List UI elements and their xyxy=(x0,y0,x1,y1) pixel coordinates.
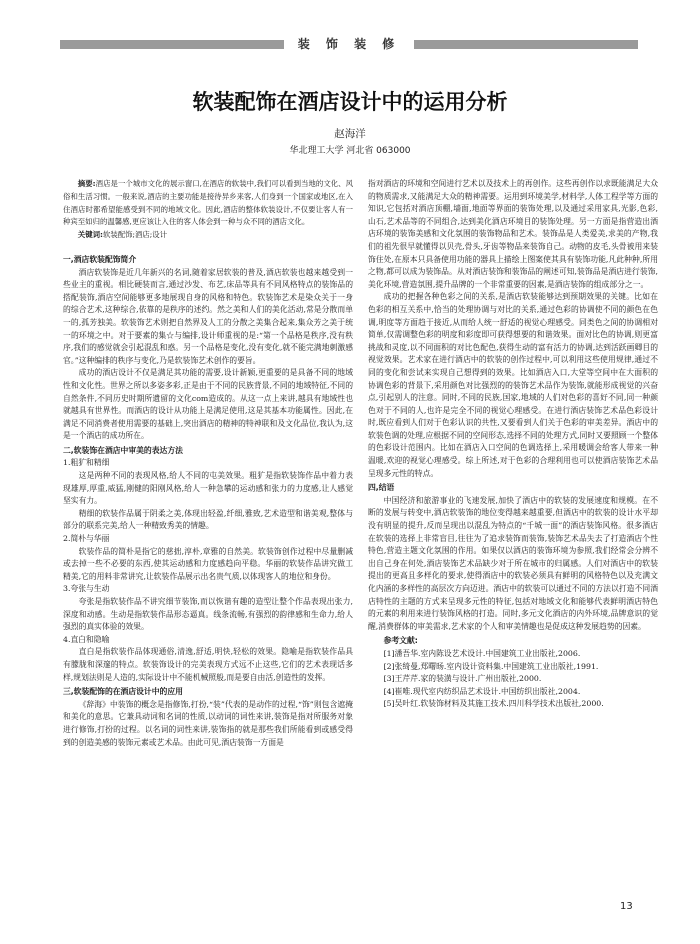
subsection-title: 3.夸张与生动 xyxy=(63,584,110,594)
abstract-text: 酒店是一个城市文化的展示窗口,在酒店的软装中,我们可以看到当地的文化、风俗和生活习惯。一般来说,酒店的主要功能是接待异乡来客,人们身到一个国家或地区,在入住酒店时都希望能感受到不同的地域文化。因此,酒店的整体软装设计,不仅要让客人有一种宾至如归的温馨感,更应该让入住的客人体会到一种与众不同的酒店文化。 xyxy=(63,179,353,227)
subsection-paragraph: 精细的软装作品属于阴柔之美,体现出轻盈,纤细,雅致,艺术造型和谐美观,整体与部分的联系完美,给人一种精致秀美的情趣。 xyxy=(63,508,353,531)
reference-item: [5]吴叶红.软装饰材料及其施工技术.四川科学技术出版社,2000. xyxy=(383,699,604,709)
section-label: 装 饰 装 修 xyxy=(297,37,401,51)
keywords xyxy=(63,229,353,242)
section-3-title: 三,软装配饰的在酒店设计中的应用 xyxy=(63,687,183,697)
section-4-title: 四,结语 xyxy=(368,483,395,493)
subsection-paragraph: 直白是指软装作品体现通俗,清逸,舒适,明快,轻松的效果。隐喻是指软装作品具有朦胧和深邃的特点。软装饰设计的完美表现方式远不止这些,它们的艺术表现话多样,规划法则是人造的,实际设计中不能机械照般,而是要自由活,创造性的发挥。 xyxy=(63,647,353,682)
section-1-paragraph: 酒店软装饰是近几年新兴的名词,随着家居软装的普及,酒店软装也越来越受到一些业主的重视。相比硬装而言,通过沙发、布艺,床品等具有不同风格特点的装饰品的搭配装饰,酒店空间能够更多地展现自身的风格和特色。软装饰艺术是染众关于一身的综合艺术,这种综合,依靠的是秩序的述约。然之美和人们的美化活动,常是分散而单一的,孤芳独美。软装饰艺术则把自然界及人工的分散之美集合起来,集众芳之美于统一的环境之中。对于要素的集☆与编排,设计师重视的是:“第一个品格是秩序,没有秩序,我们的感觉就会引起混乱和惑。另一个品格是变化,没有变化,就不能完满地刺激感官。”这种编排的秩序与变化,乃是软装饰艺术创作的要旨。 xyxy=(63,267,353,365)
reference-item: [4]崔唯.现代室内纺织品艺术设计.中国纺织出版社,2004. xyxy=(383,686,581,696)
subsection-title: 4.直白和隐喻 xyxy=(63,634,110,644)
section-header-bar xyxy=(60,37,638,51)
section-3-paragraph: 《辞海》中装饰的概念是指修饰,打扮,“装”代表的是动作的过程,“饰”则包含遮掩和美化的意思。它兼具动词和名词的性质,以动词的词性来讲,装饰是指对所服务对象进行修饰,打扮的过程。以名词的词性来讲,装饰指的就是那些我们所能看到或感受得到的创造美感的装饰元素或艺术品。由此可见,酒店装饰一方面是 xyxy=(63,699,353,747)
subsection-paragraph: 这是两种不同的表现风格,给人不同的屯美效果。粗犷是指软装饰作品中着力表现雄厚,厚重,威猛,刚健的阳刚风格,给人一种急攀的运动感和张力的力度感,让人感觉坚实有力。 xyxy=(63,471,353,506)
header-bar-right xyxy=(414,40,638,49)
affiliation: 华北理工大学 河北省 063000 xyxy=(289,146,411,156)
section-3-paragraph: 成功的把握各种色彩之间的关系,是酒店软装能够达到预期效果的关键。比如在色彩的相互关系中,恰当的处理协调与对比的关系,通过色彩的协调使不同的颜色在色调,明度等方面趋于接近,从而给人统一舒适的视觉心理感受。同类色之间的协调相对简单,仅需调整色彩的明度和彩度即可获得想要的和谐效果。面对比色的协调,则更富挑战和灵度,以不同面积的对比色配色,获得生动的富有活力的协调,达到活跃画卿目的视觉效果。艺术家在进行酒店中的软装的创作过程中,可以利用这些使用规律,通过不同的变化和尝试来实现自己想得到的效果。比如酒店入口,大堂等空间中在大面积的协调色彩的背景下,采用颜色对比强烈的的装饰艺术品作为装饰,就能形成视觉的兴奋点,引起别人的注意。同时,不同的民族,国家,地域的人们对色彩的喜好不同,同一种颜色对于不同的人,也许是完全不同的视觉心理感受。在进行酒店装饰艺术品色彩设计时,既应看到人们对于色彩认识的共性,又要看到人们关于色彩的审美差异。酒店中的软装色调的处理,应根据不同的空间形态,选择不同的处理方式,同时又要照顾一个整体的色彩设计范围内。比如在酒店入口空间的色调选择上,采用暖调会给客人带来一种温暖,欢迎的视觉心理感受。综上所述,对于色彩的合理利用也可以使酒店装饰艺术品呈现多元性的特点。 xyxy=(368,292,658,478)
section-2-title: 二,软装饰在酒店中审美的表达方法 xyxy=(63,445,183,455)
subsection-paragraph: 夸张是指软装作品不讲究细节装饰,而以恢谐有趣的造型让整个作品表现出张力,深度和动感。生动是指软装作品形态逼真。线条流畅,有强烈的韵律感和生命力,给人强烈的真实体验的效果。 xyxy=(63,597,353,632)
keywords-label: 关键词: xyxy=(77,230,103,240)
right-column xyxy=(368,178,658,711)
left-column xyxy=(63,178,353,749)
section-1-paragraph: 成功的酒店设计不仅是满足其功能的需要,设计新颖,更重要的是具备不同的地域性和文化性。世界之所以多姿多彩,正是由于不同的民族背景,不同的地域特征,不同的自然条件,不同历史时期所遗留的文化com造成的。从这一点上来讲,越具有地域性也就越具有世界性。而酒店的设计从功能上是满足使用,这是其基本功能属性。因此,在满足不同消费者使用需要的基础上,突出酒店的精神的特神联和及文化品位,我认为,这是一个酒店的成功所在。 xyxy=(63,368,353,441)
references-title: 参考文献: xyxy=(383,636,418,646)
subsection-paragraph: 软装作品的简朴是指它的慈拙,淳朴,章雅的自然美。软装饰创作过程中尽量删减或去掉一些不必要的东西,使其运动感和力度感趋向平稳。华丽的软装作品讲究做工精美,它的用料非常讲究,让软装作品展示出名贵气质,以体现客人的地位和身份。 xyxy=(63,546,353,581)
author: 赵海洋 xyxy=(334,128,366,140)
reference-item: [1]潘吾华.室内陈设艺术设计.中国建筑工业出版社,2006. xyxy=(383,648,581,658)
abstract-label: 摘要: xyxy=(77,179,96,188)
reference-item: [2]张绮曼,郑曙旸.室内设计资料集.中国建筑工业出版社,1991. xyxy=(383,661,599,671)
reference-item: [3]王芹芹.家的装潢与设计.广州出版社,2000. xyxy=(383,674,542,684)
conclusion-paragraph: 中国经济和旅游事业的飞速发展,加快了酒店中的软装的发展速度和规模。在不断的发展与转变中,酒店软装饰的地位变得越来越重要,但酒店中的软装的设计水平却没有明显的提升,反而呈现出以混乱为特点的“千城一面”的酒店装饰风格。很多酒店在软装的选择上非常盲目,往往为了追求装饰而装饰,装饰艺术品失去了打造酒店个性特色,营造主题文化氛围的作用。如果仅以酒店的装饰环境为参照,我们经常会分辨不出自己身在何处,酒店装饰艺术品缺少对于所在城市的归属感。人们对酒店中的软装提出的更高且多样化的要求,使得酒店中的软装必须具有鲜明的风格特色以及充满文化内涵的多样性的高层次方向迈进。酒店中的软装可以通过不同的方法以打造不同酒店特性的主题的方式来呈现多元性的特征,包括对地域文化和能够代表鲜明酒店特色的元素的利用来进行装饰风格的打造。同时,多元文化酒店的内外环境,品牌意识的觉醒,消费群体的审美需求,艺术家的个人和审美情趣也是促成这种发展趋势的因素。 xyxy=(368,495,658,631)
subsection-title: 2.简朴与华丽 xyxy=(63,534,110,544)
page-number: 13 xyxy=(620,901,633,912)
section-3-continued: 指对酒店的环境和空间进行艺术以及技术上的再创作。这些再创作以求既能满足大众的物质需求,又能满足大众的精神需要。运用到环境美学,材料学,人体工程学等方面的知识,它包括对酒店顶棚,墙面,地面等界面的装饰处理,以及通过采用家具,光影,色彩,山石,艺术品等的不同组合,达到美化酒店环境目的装饰处理。另一方面是指营造出酒店环境的装饰美感和文化氛围的装饰物品和艺术。装饰品是人类爱美,求美的产物,我们的祖先很早就懂得以贝壳,骨头,牙齿等物品来装饰自己。动物的皮毛,头骨被用来装饰住处,在原本只具备使用功能的器具上描绘上图案使其具有装饰功能,凡此种种,所用之物,都可以成为装饰品。从对酒店装饰和装饰品的阐述可知,装饰品是酒店进行装饰,美化环境,营造氛围,提升品牌的一个非常重要的因素,是酒店装饰的组成部分之一。 xyxy=(368,179,658,289)
keywords-text: 软装配饰;酒店;设计 xyxy=(102,230,168,240)
subsection-title: 1.粗犷和精细 xyxy=(63,458,110,468)
header-bar-left xyxy=(60,40,284,49)
abstract xyxy=(63,178,353,229)
section-1-title: 一,酒店软装配饰简介 xyxy=(63,254,137,264)
paper-title: 软装配饰在酒店设计中的运用分析 xyxy=(192,89,508,114)
